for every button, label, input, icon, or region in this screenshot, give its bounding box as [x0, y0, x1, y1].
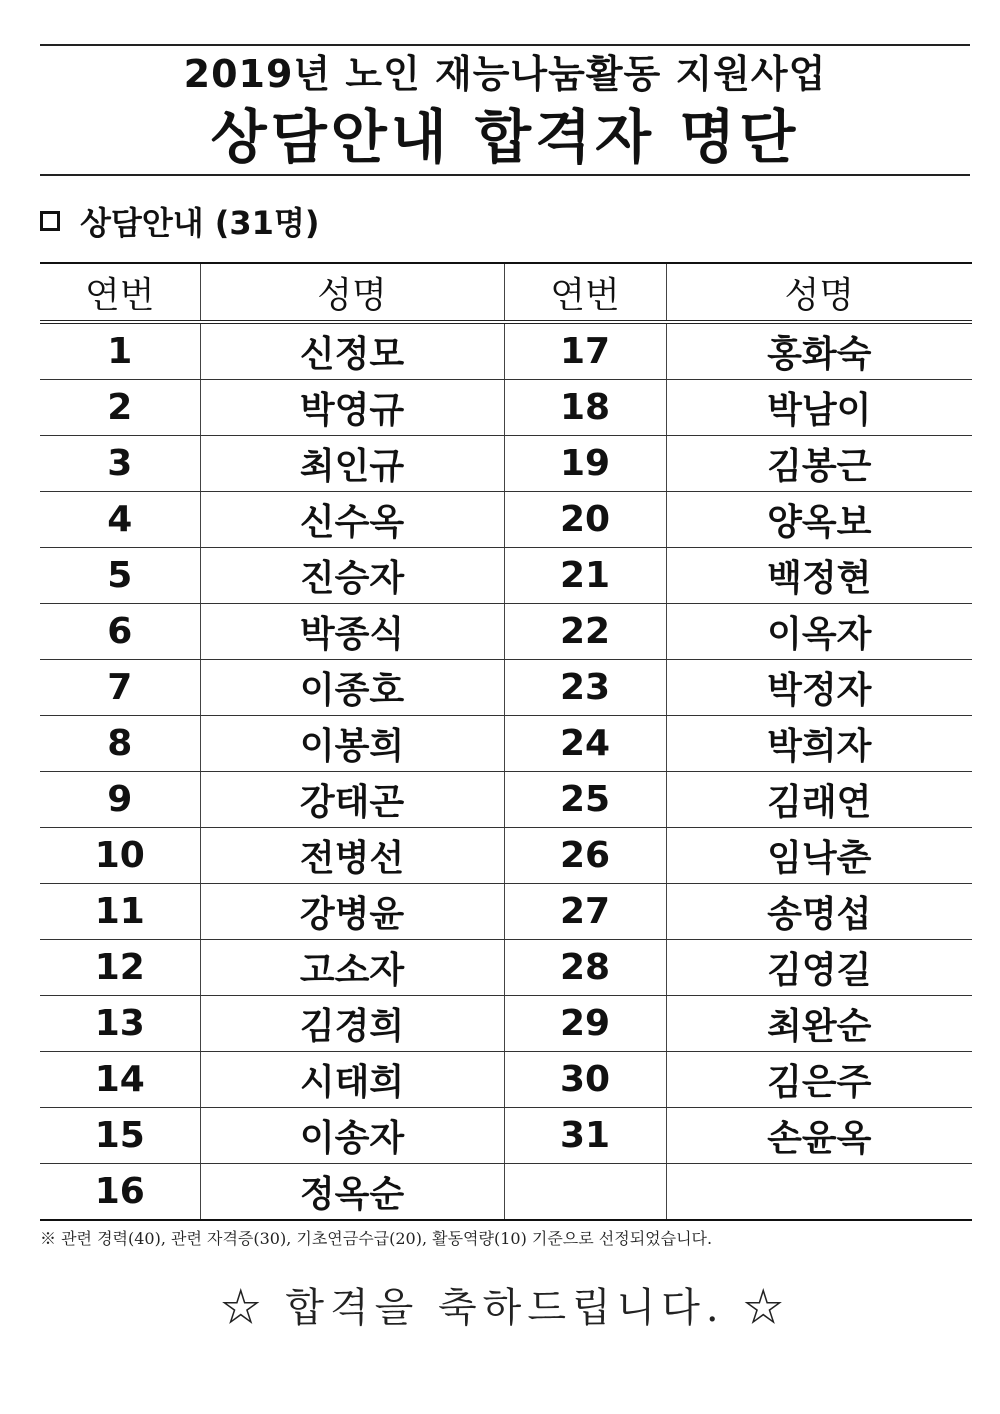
table-row [40, 1052, 972, 1108]
document-title: 2019년 노인 재능나눔활동 지원사업 [183, 52, 827, 96]
row-name: 최인규 [200, 436, 504, 492]
row-number: 17 [504, 322, 666, 380]
checkbox-square-icon [40, 211, 60, 231]
row-name [666, 1164, 972, 1221]
section-label: 상담안내 (31명) [80, 204, 320, 242]
row-name: 임낙춘 [666, 828, 972, 884]
row-name: 박희자 [666, 716, 972, 772]
row-number: 14 [40, 1052, 200, 1108]
header-name: 성명 [200, 263, 504, 322]
row-name: 김봉근 [666, 436, 972, 492]
row-number: 9 [40, 772, 200, 828]
row-name: 이봉희 [200, 716, 504, 772]
table-row [40, 940, 972, 996]
row-name: 김은주 [666, 1052, 972, 1108]
document-subtitle: 상담안내 합격자 명단 [210, 103, 800, 171]
row-name: 박정자 [666, 660, 972, 716]
recipient-table [40, 262, 972, 1221]
row-name: 강병윤 [200, 884, 504, 940]
row-number: 27 [504, 884, 666, 940]
row-number: 4 [40, 492, 200, 548]
table-header-row [40, 263, 972, 322]
row-number [504, 1164, 666, 1221]
section-heading [40, 196, 319, 246]
row-number: 15 [40, 1108, 200, 1164]
row-name: 최완순 [666, 996, 972, 1052]
selection-criteria-note: ※ 관련 경력(40), 관련 자격증(30), 기초연금수급(20), 활동역량(10) 기준으로 선정되었습니다. [40, 1229, 713, 1248]
table-row [40, 660, 972, 716]
row-number: 25 [504, 772, 666, 828]
row-number: 5 [40, 548, 200, 604]
row-name: 김경희 [200, 996, 504, 1052]
row-number: 30 [504, 1052, 666, 1108]
row-name: 백정현 [666, 548, 972, 604]
table-row [40, 716, 972, 772]
row-number: 19 [504, 436, 666, 492]
congratulations-message: ☆ 합격을 축하드립니다. ☆ [220, 1285, 790, 1331]
row-number: 11 [40, 884, 200, 940]
row-name: 시태희 [200, 1052, 504, 1108]
table-row [40, 380, 972, 436]
table-row [40, 322, 972, 380]
row-number: 6 [40, 604, 200, 660]
row-name: 강태곤 [200, 772, 504, 828]
row-number: 23 [504, 660, 666, 716]
row-number: 2 [40, 380, 200, 436]
row-name: 홍화숙 [666, 322, 972, 380]
row-number: 18 [504, 380, 666, 436]
row-number: 22 [504, 604, 666, 660]
row-number: 24 [504, 716, 666, 772]
row-number: 12 [40, 940, 200, 996]
table-row [40, 492, 972, 548]
header-number: 연번 [40, 263, 200, 322]
row-name: 고소자 [200, 940, 504, 996]
table-row [40, 828, 972, 884]
header-name: 성명 [666, 263, 972, 322]
row-number: 28 [504, 940, 666, 996]
header-number: 연번 [504, 263, 666, 322]
title-bottom-rule [40, 174, 970, 176]
table-row [40, 1108, 972, 1164]
row-name: 박남이 [666, 380, 972, 436]
row-name: 박종식 [200, 604, 504, 660]
row-number: 21 [504, 548, 666, 604]
row-number: 26 [504, 828, 666, 884]
row-number: 29 [504, 996, 666, 1052]
row-number: 3 [40, 436, 200, 492]
table-row [40, 604, 972, 660]
table-row [40, 884, 972, 940]
table-row [40, 772, 972, 828]
table-row [40, 1164, 972, 1221]
row-name: 양옥보 [666, 492, 972, 548]
row-name: 송명섭 [666, 884, 972, 940]
row-number: 31 [504, 1108, 666, 1164]
row-name: 김래연 [666, 772, 972, 828]
row-name: 박영규 [200, 380, 504, 436]
row-number: 13 [40, 996, 200, 1052]
row-number: 20 [504, 492, 666, 548]
row-name: 이옥자 [666, 604, 972, 660]
table-row [40, 548, 972, 604]
row-name: 신정모 [200, 322, 504, 380]
row-name: 김영길 [666, 940, 972, 996]
row-number: 1 [40, 322, 200, 380]
table-row [40, 996, 972, 1052]
row-name: 이종호 [200, 660, 504, 716]
row-number: 7 [40, 660, 200, 716]
row-name: 손윤옥 [666, 1108, 972, 1164]
top-rule [40, 44, 970, 46]
row-number: 8 [40, 716, 200, 772]
row-number: 16 [40, 1164, 200, 1221]
row-name: 신수옥 [200, 492, 504, 548]
row-number: 10 [40, 828, 200, 884]
table-row [40, 436, 972, 492]
row-name: 전병선 [200, 828, 504, 884]
row-name: 정옥순 [200, 1164, 504, 1221]
row-name: 이송자 [200, 1108, 504, 1164]
row-name: 진승자 [200, 548, 504, 604]
